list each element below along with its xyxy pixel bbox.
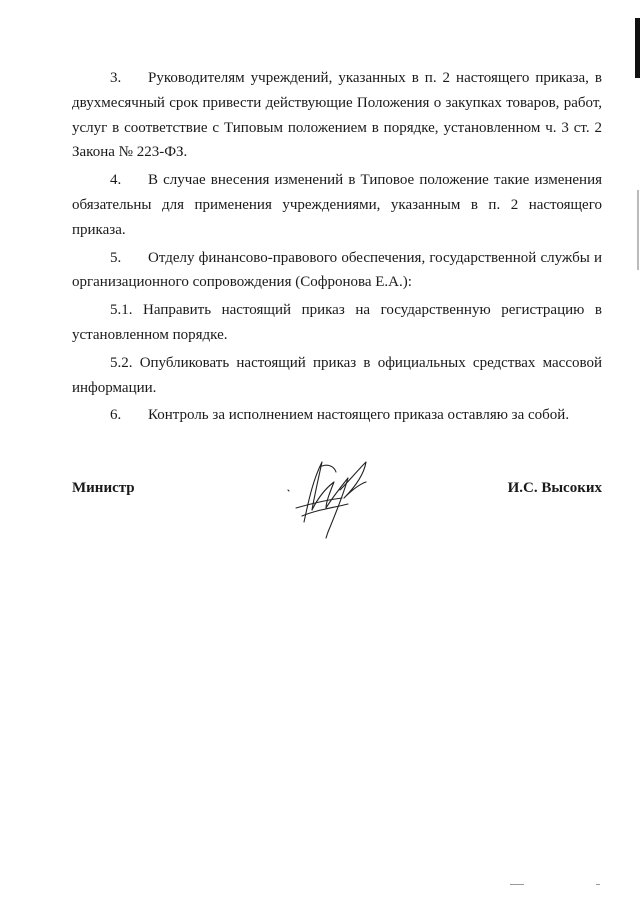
scan-artifact xyxy=(510,884,524,885)
paragraph-5 xyxy=(72,246,602,296)
paragraph-5-2 xyxy=(72,351,602,401)
paragraph-text: 5.2. Опубликовать настоящий приказ в официальных средствах массовой информации. xyxy=(72,354,602,396)
paragraph-number: 6. xyxy=(110,407,122,424)
paragraph-text: Контроль за исполнением настоящего приказа оставляю за собой. xyxy=(148,407,570,424)
paragraph-text: Руководителям учреждений, указанных в п. 2 настоящего приказа, в двухмесячный срок привести действующие Положения о закупках товаров, работ, услуг в соответствие с Типовым положением в порядке, установленном ч. 3 ст. 2 Закона № 223-ФЗ. xyxy=(72,70,602,161)
paragraph-5-1 xyxy=(72,298,602,348)
paragraph-4 xyxy=(72,168,602,242)
handwritten-signature xyxy=(282,452,382,542)
paragraph-text: В случае внесения изменений в Типовое положение такие изменения обязательны для применения учреждениями, указанным в п. 2 настоящего приказа. xyxy=(72,172,602,238)
signer-title: Министр xyxy=(72,480,135,496)
document-body xyxy=(72,66,602,428)
page-edge-mark xyxy=(635,18,640,78)
scan-artifact xyxy=(596,884,600,885)
paragraph-number: 5. xyxy=(110,249,122,266)
paragraph-3 xyxy=(72,66,602,165)
paragraph-text: 5.1. Направить настоящий приказ на государственную регистрацию в установленном порядке. xyxy=(72,302,602,343)
paragraph-6 xyxy=(72,403,602,428)
page-edge-shadow xyxy=(637,190,639,270)
paragraph-number: 3. xyxy=(110,70,122,86)
paragraph-number: 4. xyxy=(110,172,122,189)
paragraph-text: Отделу финансово-правового обеспечения, государственной службы и организационного сопровождения (Софронова Е.А.): xyxy=(72,249,602,291)
signer-name: И.С. Высоких xyxy=(507,480,602,496)
